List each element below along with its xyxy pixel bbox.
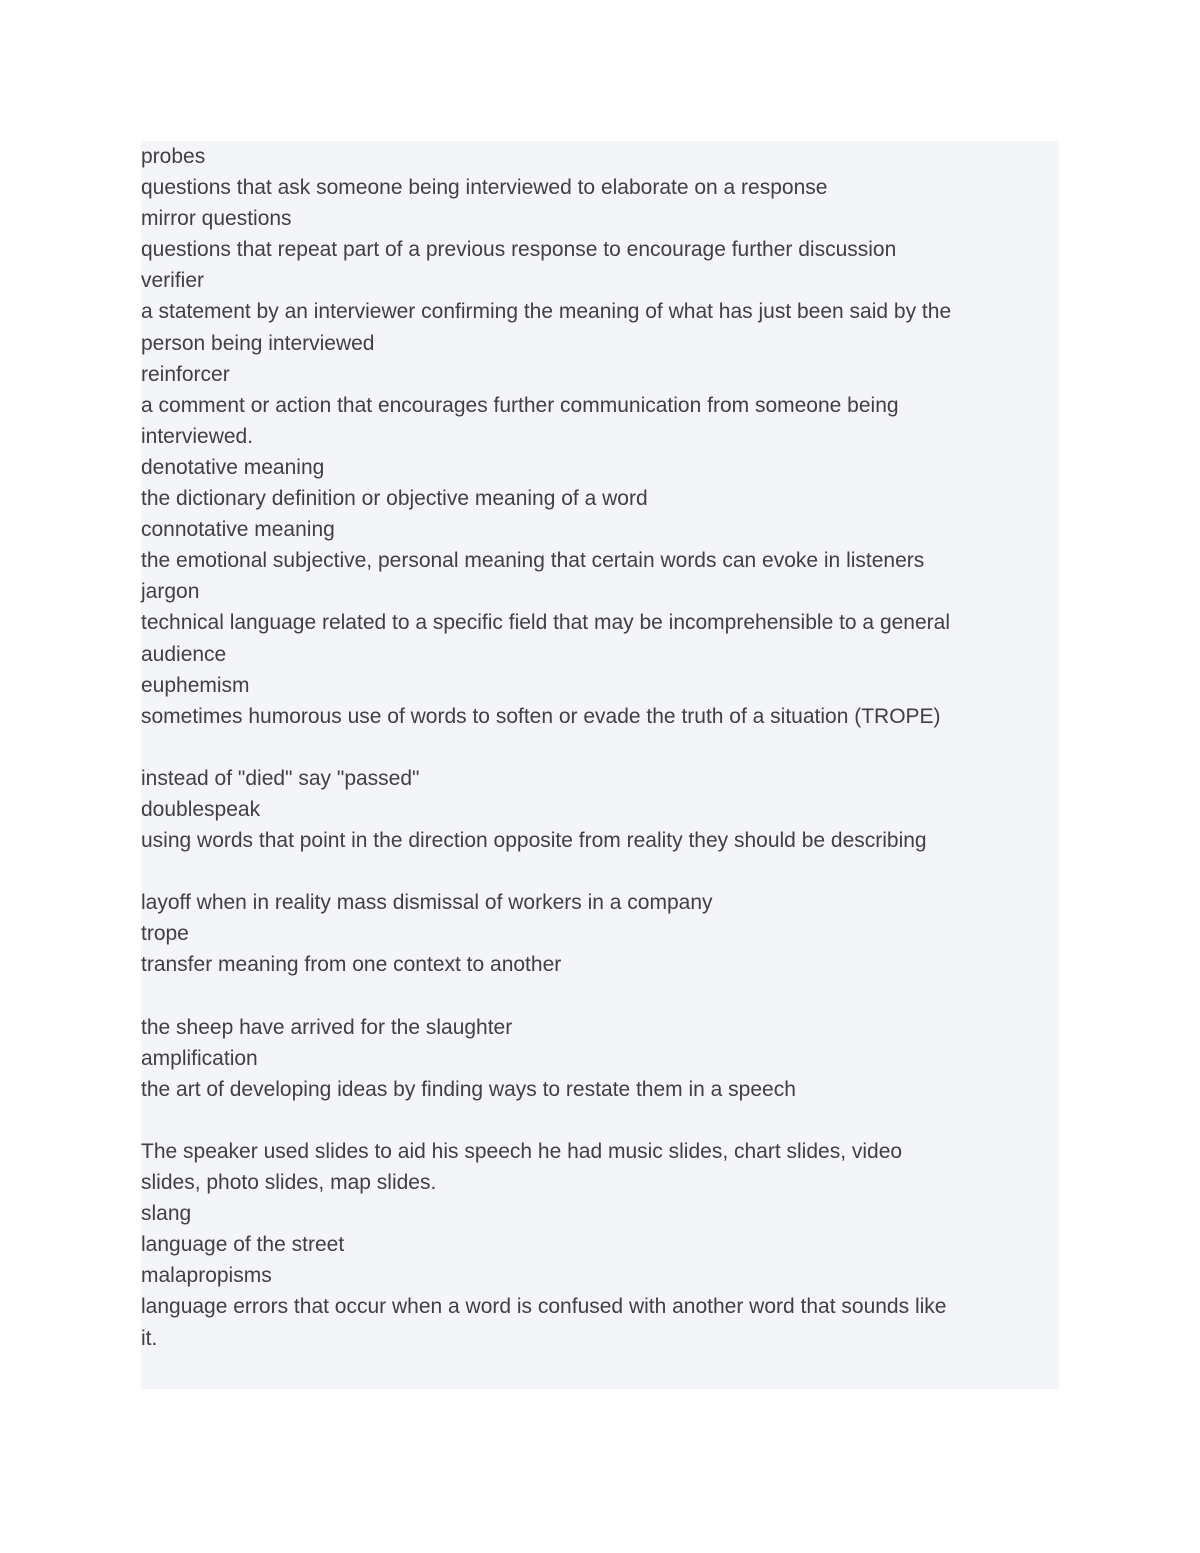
example-line: layoff when in reality mass dismissal of workers in a company	[141, 891, 713, 915]
example-line: the sheep have arrived for the slaughter	[141, 1015, 513, 1039]
document-content	[141, 141, 1059, 1389]
definition-line: questions that ask someone being interviewed to elaborate on a response	[141, 176, 828, 200]
term-line: doublespeak	[141, 797, 261, 821]
example-line: slides, photo slides, map slides.	[141, 1171, 437, 1195]
blank-line	[141, 981, 1059, 1012]
blank-line	[141, 856, 1059, 887]
term-line: probes	[141, 145, 206, 168]
example-line: instead of "died" say "passed"	[141, 766, 420, 790]
term-line: slang	[141, 1202, 192, 1226]
definition-line: transfer meaning from one context to another	[141, 953, 562, 977]
definition-line: the art of developing ideas by finding ways to restate them in a speech	[141, 1077, 796, 1101]
term-line: trope	[141, 922, 189, 946]
definition-line: interviewed.	[141, 424, 254, 448]
definition-line: language of the street	[141, 1233, 345, 1257]
definition-line: it.	[141, 1326, 158, 1350]
blank-line	[141, 1105, 1059, 1136]
definition-line: the dictionary definition or objective meaning of a word	[141, 487, 648, 511]
term-line: mirror questions	[141, 207, 292, 231]
definition-line: sometimes humorous use of words to soften or evade the truth of a situation (TROPE)	[141, 704, 941, 728]
definition-line: the emotional subjective, personal meaning that certain words can evoke in listeners	[141, 549, 925, 573]
definition-line: questions that repeat part of a previous response to encourage further discussion	[141, 238, 897, 262]
term-line: connotative meaning	[141, 518, 335, 542]
definition-line: language errors that occur when a word is confused with another word that sounds like	[141, 1295, 947, 1319]
term-line: jargon	[141, 580, 200, 604]
example-line: The speaker used slides to aid his speech he had music slides, chart slides, video	[141, 1140, 903, 1163]
term-line: malapropisms	[141, 1264, 272, 1288]
definition-line: using words that point in the direction opposite from reality they should be describing	[141, 829, 927, 853]
term-line: denotative meaning	[141, 455, 325, 479]
term-line: amplification	[141, 1046, 258, 1070]
term-line: verifier	[141, 269, 205, 293]
definition-line: audience	[141, 642, 227, 666]
definition-line: technical language related to a specific field that may be incomprehensible to a general	[141, 611, 951, 635]
term-line: euphemism	[141, 673, 250, 697]
blank-line	[141, 732, 1059, 763]
term-line: reinforcer	[141, 362, 230, 386]
definition-line: a statement by an interviewer confirming the meaning of what has just been said by the	[141, 300, 952, 324]
definition-line: a comment or action that encourages further communication from someone being	[141, 393, 899, 417]
definition-line: person being interviewed	[141, 331, 375, 355]
